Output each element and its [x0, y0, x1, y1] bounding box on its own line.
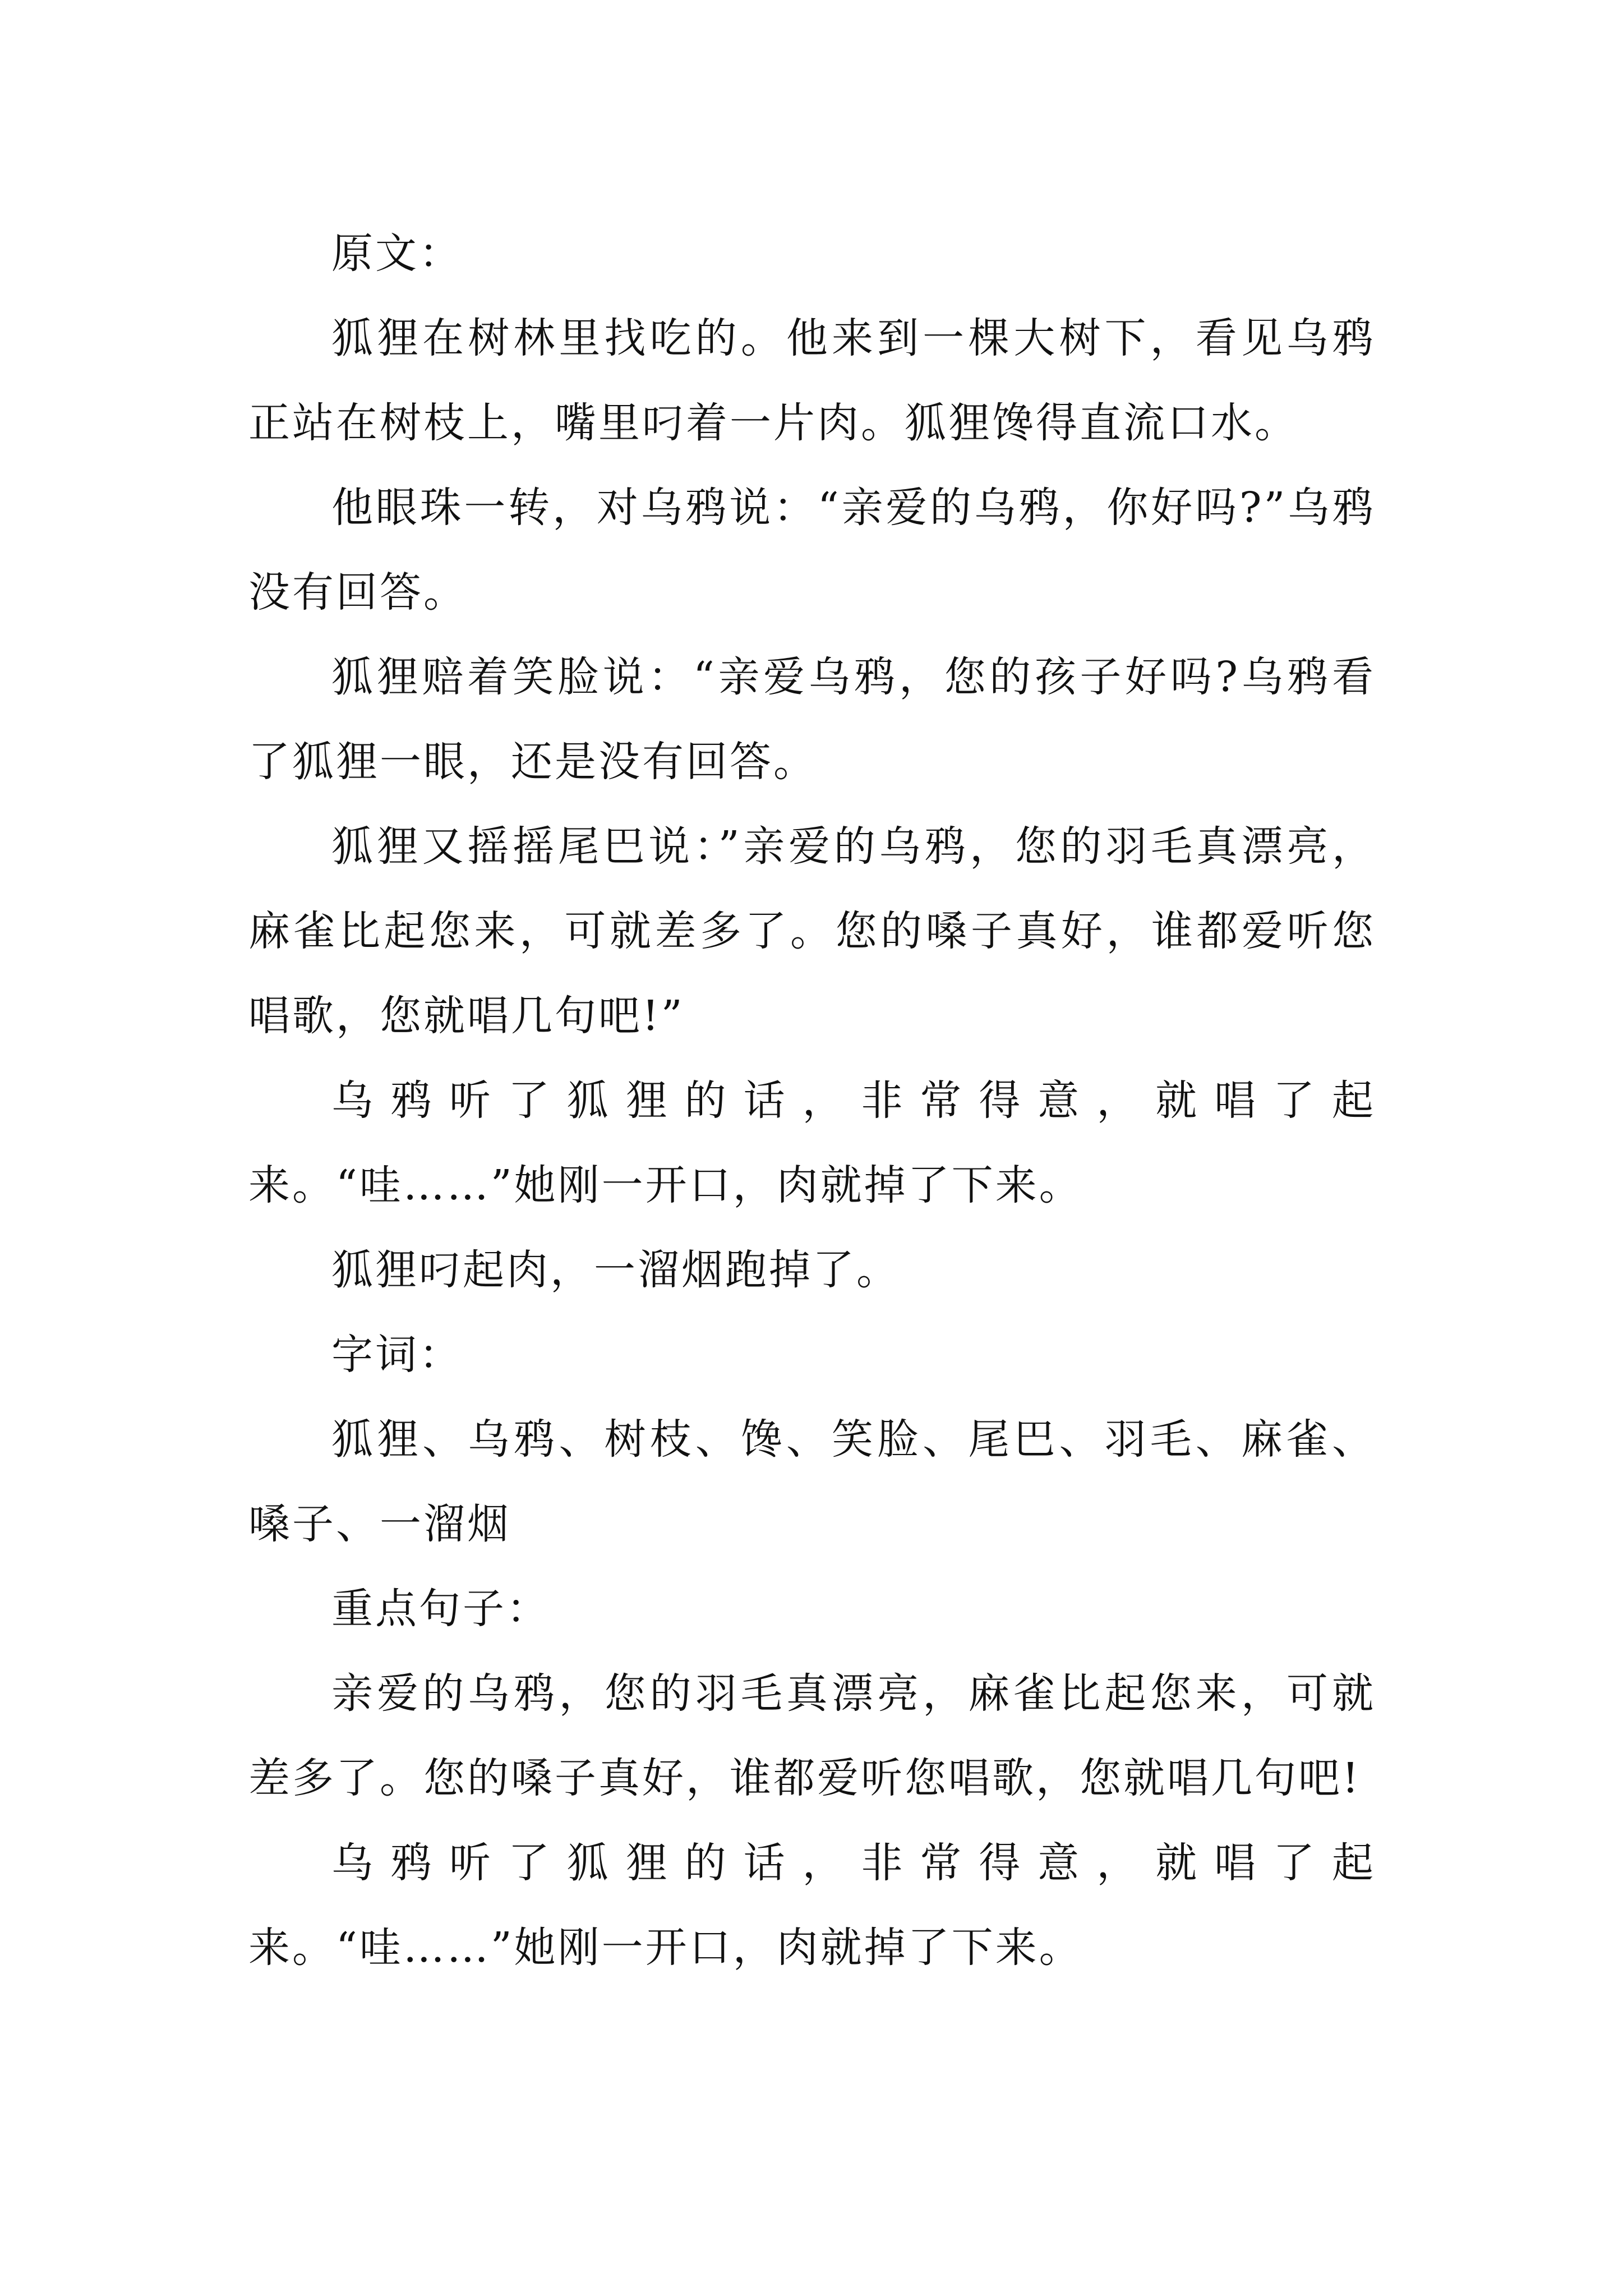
paragraph: 他眼珠一转，对乌鸦说：“亲爱的乌鸦，你好吗?”乌鸦没有回答。 — [248, 484, 1376, 616]
section-heading-vocabulary: 字词： — [331, 1331, 463, 1379]
paragraph: 狐狸赔着笑脸说：“亲爱乌鸦，您的孩子好吗?乌鸦看了狐狸一眼，还是没有回答。 — [248, 653, 1376, 786]
paragraph: 狐狸在树林里找吃的。他来到一棵大树下，看见乌鸦正站在树枝上，嘴里叼着一片肉。狐狸馋得直流口水。 — [248, 314, 1376, 447]
section-heading-key-sentences: 重点句子： — [331, 1585, 550, 1633]
vocabulary-list: 狐狸、乌鸦、树枝、馋、笑脸、尾巴、羽毛、麻雀、嗓子、一溜烟 — [248, 1415, 1376, 1548]
paragraph: 乌鸦听了狐狸的话，非常得意，就唱了起来。“哇……”她刚一开口，肉就掉了下来。 — [248, 1076, 1376, 1209]
key-sentence: 乌鸦听了狐狸的话，非常得意，就唱了起来。“哇……”她刚一开口，肉就掉了下来。 — [248, 1839, 1376, 1972]
paragraph: 狐狸叼起肉，一溜烟跑掉了。 — [331, 1246, 900, 1294]
document-body — [248, 211, 1376, 1990]
key-sentence: 亲爱的乌鸦，您的羽毛真漂亮，麻雀比起您来，可就差多了。您的嗓子真好，谁都爱听您唱歌，您就唱几句吧! — [248, 1669, 1376, 1802]
section-heading-original-text: 原文： — [331, 229, 463, 278]
paragraph: 狐狸又摇摇尾巴说：”亲爱的乌鸦，您的羽毛真漂亮，麻雀比起您来，可就差多了。您的嗓子真好，谁都爱听您唱歌，您就唱几句吧!” — [248, 822, 1376, 1040]
